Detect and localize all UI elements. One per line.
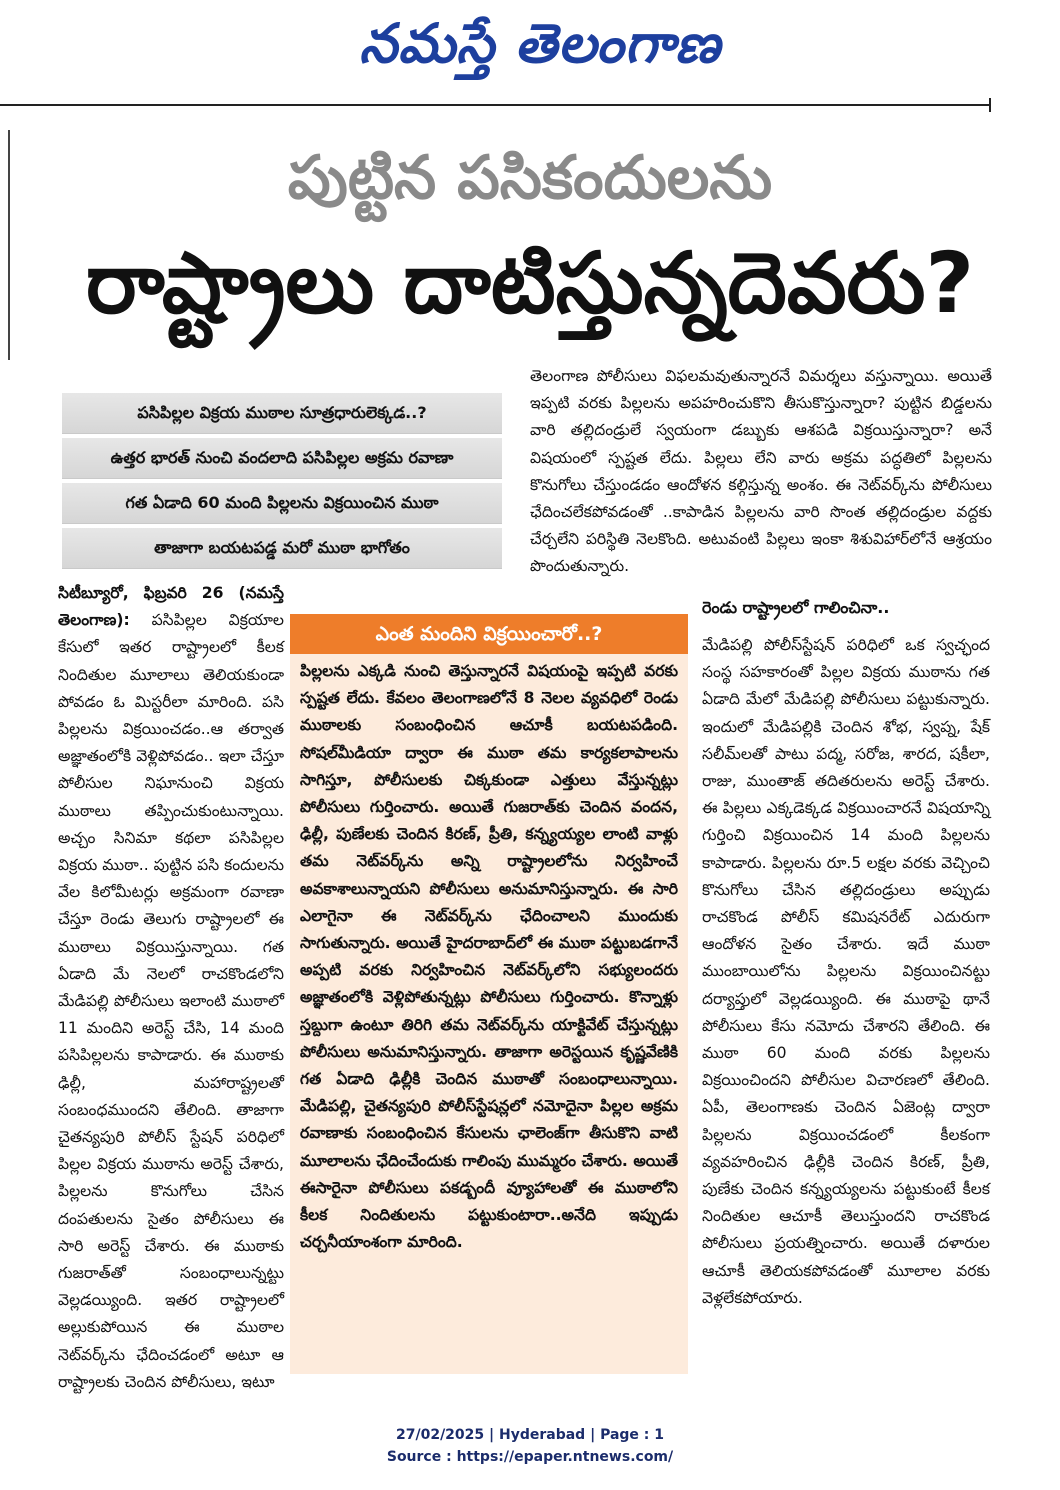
dateline: సిటీబ్యూరో, ఫిబ్రవరి 26 (నమస్తే తెలంగాణ): (58, 584, 284, 630)
article-headline: రాష్ట్రాలు దాటిస్తున్నదెవరు? (85, 234, 975, 332)
page-footer (0, 1424, 1060, 1468)
article-kicker: పుట్టిన పసికందులను (287, 143, 773, 213)
sidebar-box-heading: ఎంత మందిని విక్రయించారో..? (290, 614, 688, 654)
right-top-column (530, 363, 992, 583)
deck-line: గత ఏడాది 60 మంది పిల్లలను విక్రయించిన ముఠా (62, 483, 502, 524)
deck-line: ఉత్తర భారత్ నుంచి వందలాది పసిపిల్లల అక్రమ రవాణా (62, 438, 502, 479)
lead-text: పసిపిల్లల విక్రయాల కేసులో ఇతర రాష్ట్రాలలో కీలక నిందితుల మూలాలు తెలియకుండా పోవడం ఓ మిస్టరీలా మారింది. పసి పిల్లలను విక్రయించడం..ఆ తర్వాత అజ్ఞాతంలోకి వెళ్లిపోవడం.. ఇలా చేస్తూ పోలీసుల నిఘానుంచి విక్రయ ముఠాలు తప్పించుకుంటున్నాయి. అచ్చం సినిమా కథలా పసిపిల్లల విక్రయ ముఠా.. పుట్టిన పసి కందులను వేల కిలోమీటర్లు అక్రమంగా రవాణా చేస్తూ రెండు తెలుగు రాష్ట్రాలలో ఈ ముఠాలు విక్రయిస్తున్నాయి. గత ఏడాది మే నెలలో రాచకొండలోని మేడిపల్లి పోలీసులు ఇలాంటి ముఠాలో 11 మందిని అరెస్ట్ చేసి, 14 మంది పసిపిల్లలను కాపాడారు. ఈ ముఠాకు ఢిల్లీ, మహారాష్ట్రలతో సంబంధముందని తేలింది. తాజాగా చైతన్యపురి పోలీస్ స్టేషన్ పరిధిలో పిల్లల విక్రయ ముఠాను అరెస్ట్ చేశారు, పిల్లలను కొనుగోలు చేసిన దంపతులను సైతం పోలీసులు ఈ సారి అరెస్ట్ చేశారు. ఈ ముఠాకు గుజరాత్‌తో సంబంధాలున్నట్టు వెల్లడయ్యింది. ఇతర రాష్ట్రాలలో అల్లుకుపోయిన ఈ ముఠాల నెట్‌వర్క్‌ను ఛేదించడంలో అటూ ఆ రాష్ట్రాలకు చెందిన పోలీసులు, ఇటూ (58, 611, 284, 1391)
right-column (702, 632, 990, 1362)
masthead (0, 0, 1060, 100)
sidebar-box (290, 614, 688, 1374)
lead-column (58, 580, 284, 1391)
right-subheading: రెండు రాష్ట్రాలలో గాలించినా.. (702, 598, 890, 617)
sidebar-box-text: పిల్లలను ఎక్కడి నుంచి తెస్తున్నారనే విషయంపై ఇప్పటి వరకు స్పష్టత లేదు. కేవలం తెలంగాణలోనే 8 నెలల వ్యవధిలో రెండు ముఠాలకు సంబంధించిన ఆచూకీ బయటపడింది. సోషల్‌మీడియా ద్వారా ఈ ముఠా తమ కార్యకలాపాలను సాగిస్తూ, పోలీసులకు చిక్కకుండా ఎత్తులు వేస్తున్నట్లు పోలీసులు గుర్తించారు. అయితే గుజరాత్‌కు చెందిన వందన, ఢిల్లీ, పుణేలకు చెందిన కిరణ్, ప్రీతి, కన్న్యయ్యల లాంటి వాళ్లు తమ నెట్‌వర్క్‌ను అన్ని రాష్ట్రాలలోను నిర్వహించే అవకాశాలున్నాయని పోలీసులు అనుమానిస్తున్నారు. ఈ సారి ఎలాగైనా ఈ నెట్‌వర్క్‌ను ఛేదించాలని ముందుకు సాగుతున్నారు. అయితే హైదరాబాద్‌లో ఈ ముఠా పట్టుబడగానే అప్పటి వరకు నిర్వహించిన నెట్‌వర్క్‌లోని సభ్యులందరు అజ్ఞాతంలోకి వెళ్లిపోతున్నట్లు పోలీసులు గుర్తించారు. కొన్నాళ్లు స్తబ్దుగా ఉంటూ తిరిగి తమ నెట్‌వర్క్‌ను యాక్టివేట్ చేస్తున్నట్లు పోలీసులు అనుమానిస్తున్నారు. తాజాగా అరెస్టయిన కృష్ణవేణికి గత ఏడాది ఢిల్లీకి చెందిన ముఠాతో సంబంధాలున్నాయి. మేడిపల్లి, చైతన్యపురి పోలీస్‌స్టేషన్లలో నమోదైనా పిల్లల అక్రమ రవాణాకు సంబంధించిన కేసులను ఛాలెంజ్‌గా తీసుకొని వాటి మూలాలను ఛేదించేందుకు గాలింపు ముమ్మరం చేశారు. అయితే ఈసారైనా పోలీసులు పకడ్బందీ వ్యూహాలతో ఈ ముఠాలోని కీలక నిందితులను పట్టుకుంటారా..అనేది ఇప్పుడు చర్చనీయాంశంగా మారింది. (300, 662, 678, 1252)
newspaper-logo: నమస్తే తెలంగాణ (359, 12, 721, 75)
deck-line: తాజాగా బయటపడ్డ మరో ముఠా భాగోతం (62, 528, 502, 569)
right-column-text: మేడిపల్లి పోలీస్‌స్టేషన్ పరిధిలో ఒక స్వచ్ఛంద సంస్థ సహకారంతో పిల్లల విక్రయ ముఠాను గత ఏడాది మేలో మేడిపల్లి పోలీసులు పట్టుకున్నారు. ఇందులో మేడిపల్లికి చెందిన శోభ, స్వప్న, షేక్ సలీమ్‌లతో పాటు పద్మ, సరోజ, శారద, షకీలా, రాజు, ముంతాజ్ తదితరులను అరెస్ట్ చేశారు. ఈ పిల్లలు ఎక్కడెక్కడ విక్రయించారనే విషయాన్ని గుర్తించి విక్రయించిన 14 మంది పిల్లలను కాపాడారు. పిల్లలను రూ.5 లక్షల వరకు వెచ్చించి కొనుగోలు చేసిన తల్లిదండ్రులు అప్పుడు రాచకొండ పోలీస్ కమిషనరేట్ ఎదురుగా ఆందోళన సైతం చేశారు. ఇదే ముఠా ముంబాయిలోను పిల్లలను విక్రయించినట్టు దర్యాప్తులో వెల్లడయ్యింది. ఈ ముఠాపై థానే పోలీసులు కేసు నమోదు చేశారని తేలింది. ఈ ముఠా 60 మంది వరకు పిల్లలను విక్రయించిందని పోలీసుల విచారణలో తేలింది. ఏపీ, తెలంగాణకు చెందిన ఏజెంట్ల ద్వారా పిల్లలను విక్రయించడంలో కీలకంగా వ్యవహరించిన ఢిల్లీకి చెందిన కిరణ్, ప్రీతి, పుణేకు చెందిన కన్న్యయ్యలను పట్టుకుంటే కీలక నిందితుల ఆచూకీ తెలుస్తుందని రాచకొండ పోలీసులు ప్రయత్నించారు. అయితే దళారుల ఆచూకీ తెలియకపోవడంతో మూలాల వరకు వెళ్లలేకపోయారు. (702, 636, 990, 1307)
deck-line: పసిపిల్లల విక్రయ ముఠాల సూత్రధారులెక్కడ..? (62, 393, 502, 434)
masthead-rule-tick (989, 98, 991, 112)
masthead-rule (0, 104, 990, 106)
footer-source: Source : https://epaper.ntnews.com/ (386, 1449, 674, 1465)
deck-list (62, 393, 502, 573)
footer-dateline: 27/02/2025 | Hyderabad | Page : 1 (395, 1427, 665, 1443)
right-top-text: తెలంగాణ పోలీసులు విఫలమవుతున్నారనే విమర్శలు వస్తున్నాయి. అయితే ఇప్పటి వరకు పిల్లలను అపహరించుకొని తీసుకొస్తున్నారా? పుట్టిన బిడ్డలను వారి తల్లిదండ్రులే స్వయంగా డబ్బుకు ఆశపడి విక్రయిస్తున్నారా? అనే విషయంలో స్పష్టత లేదు. పిల్లలు లేని వారు అక్రమ పద్ధతిలో పిల్లలను కొనుగోలు చేస్తుండడం ఆందోళన కల్గిస్తున్న అంశం. ఈ నెట్‌వర్క్‌ను పోలీసులు ఛేదించలేకపోవడంతో ..కాపాడిన పిల్లలను వారి సొంత తల్లిదండ్రుల వద్దకు చేర్చలేని పరిస్థితి నెలకొంది. అటువంటి పిల్లలు ఇంకా శిశువిహార్‌లోనే ఆశ్రయం పొందుతున్నారు. (530, 367, 992, 576)
